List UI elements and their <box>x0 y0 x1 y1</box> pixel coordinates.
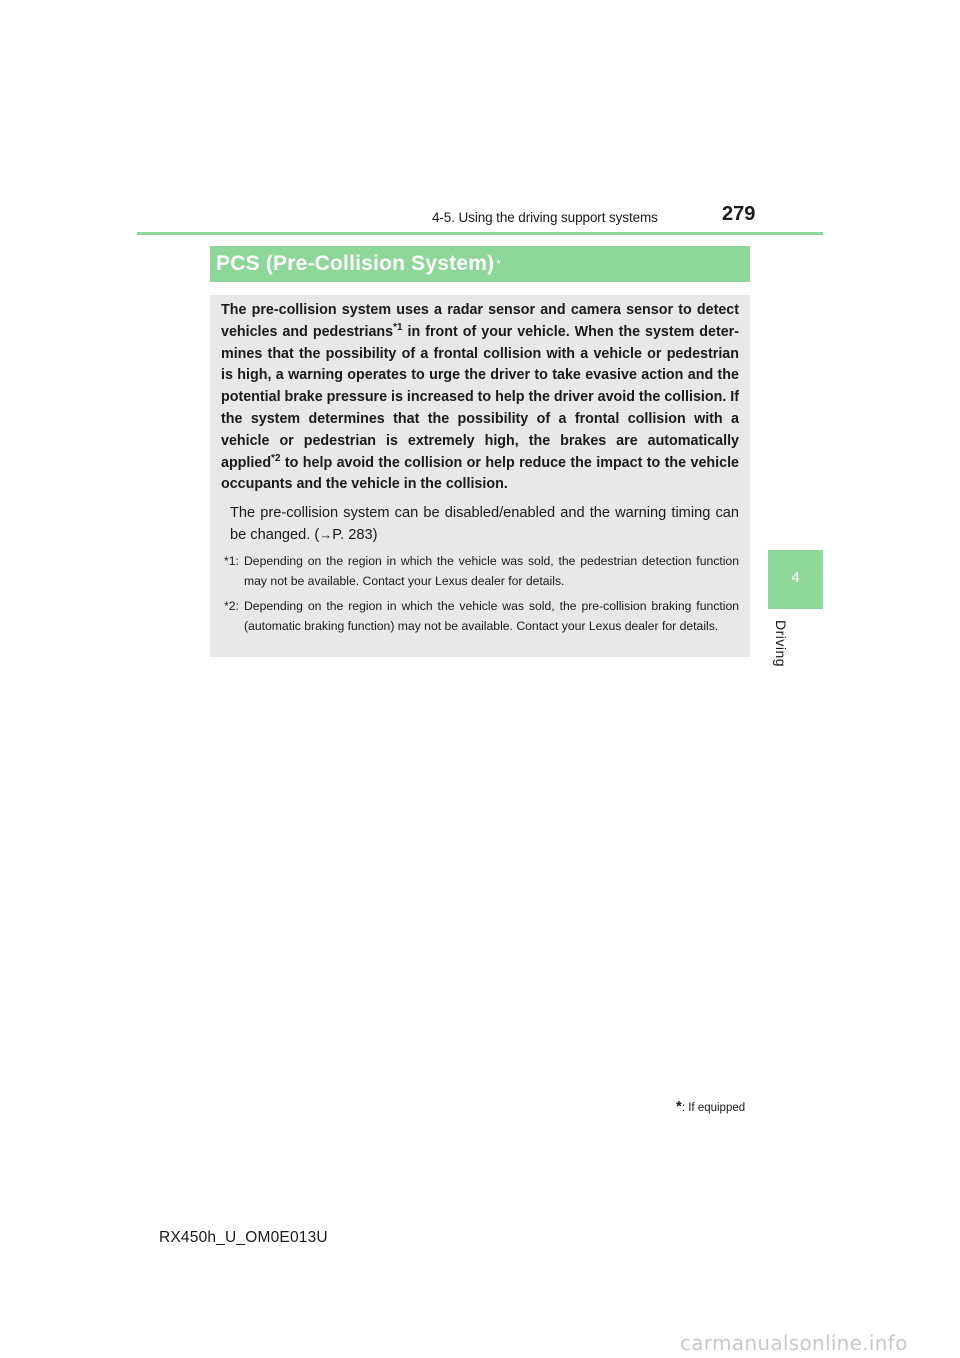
section-title: PCS (Pre-Collision System) <box>216 252 495 275</box>
site-watermark: carmanualsonline.info <box>680 1331 908 1355</box>
if-equipped-text: : If equipped <box>681 1102 746 1114</box>
footnote-text-1: Depending on the region in which the vehicle was sold, the pedestrian detection function may not be available. Contact your Lexus dealer for details. <box>244 554 739 588</box>
page-reference-link[interactable]: P. 283 <box>332 527 373 544</box>
arrow-right-icon: → <box>319 527 333 543</box>
settings-note <box>230 502 739 546</box>
footnote-2 <box>221 597 739 636</box>
section-title-bar <box>210 246 750 282</box>
intro-text-2: in front of your vehicle. When the system deter-mines that the possibility of a frontal collision with a vehicle or pedestrian is high, a warning operates to urge the driver to take evasive action and the potential brake pressure is increased to help the driver avoid the collision. If the system determines that the possibility of a frontal collision with a vehicle or pedestrian is extremely high, the brakes are automatically applied <box>221 323 740 471</box>
footnote-marker-2: *2: <box>224 599 239 614</box>
footnote-ref-1: *1 <box>393 322 403 334</box>
footnote-text-2: Depending on the region in which the vehicle was sold, the pre-collision braking function (automatic braking function) may not be available. Contact your Lexus dealer for details. <box>244 599 739 633</box>
footnote-ref-2: *2 <box>271 452 281 464</box>
asterisk-icon: * <box>676 1098 682 1115</box>
footnote-marker-2-text: *2 <box>224 599 236 614</box>
chapter-label: Driving <box>773 620 789 668</box>
intro-paragraph <box>221 300 739 496</box>
content-box <box>210 295 750 657</box>
chapter-number: 4 <box>791 569 800 586</box>
footnote-marker-1: *1: <box>224 554 239 569</box>
header-section-title: 4-5. Using the driving support systems <box>432 210 658 225</box>
if-equipped-marker: * <box>496 257 501 271</box>
header-divider <box>137 232 823 235</box>
settings-note-text: The pre-collision system can be disabled/enabled and the warning timing can be changed. ( <box>230 505 739 544</box>
model-code: RX450h_U_OM0E013U <box>159 1229 328 1246</box>
chapter-tab <box>768 550 823 609</box>
if-equipped-legend <box>676 1098 745 1115</box>
page-number: 279 <box>722 203 756 225</box>
settings-note-close: ) <box>372 527 378 544</box>
intro-text-1: The pre-collision system uses a radar sensor and camera sensor to detect vehicles and pedestrians <box>221 302 739 340</box>
footnote-marker-1-text: *1 <box>224 554 236 569</box>
footnote-1 <box>221 552 739 591</box>
intro-text-3: to help avoid the collision or help reduce the impact to the vehicle occupants and the vehicle in the collision. <box>221 454 739 493</box>
